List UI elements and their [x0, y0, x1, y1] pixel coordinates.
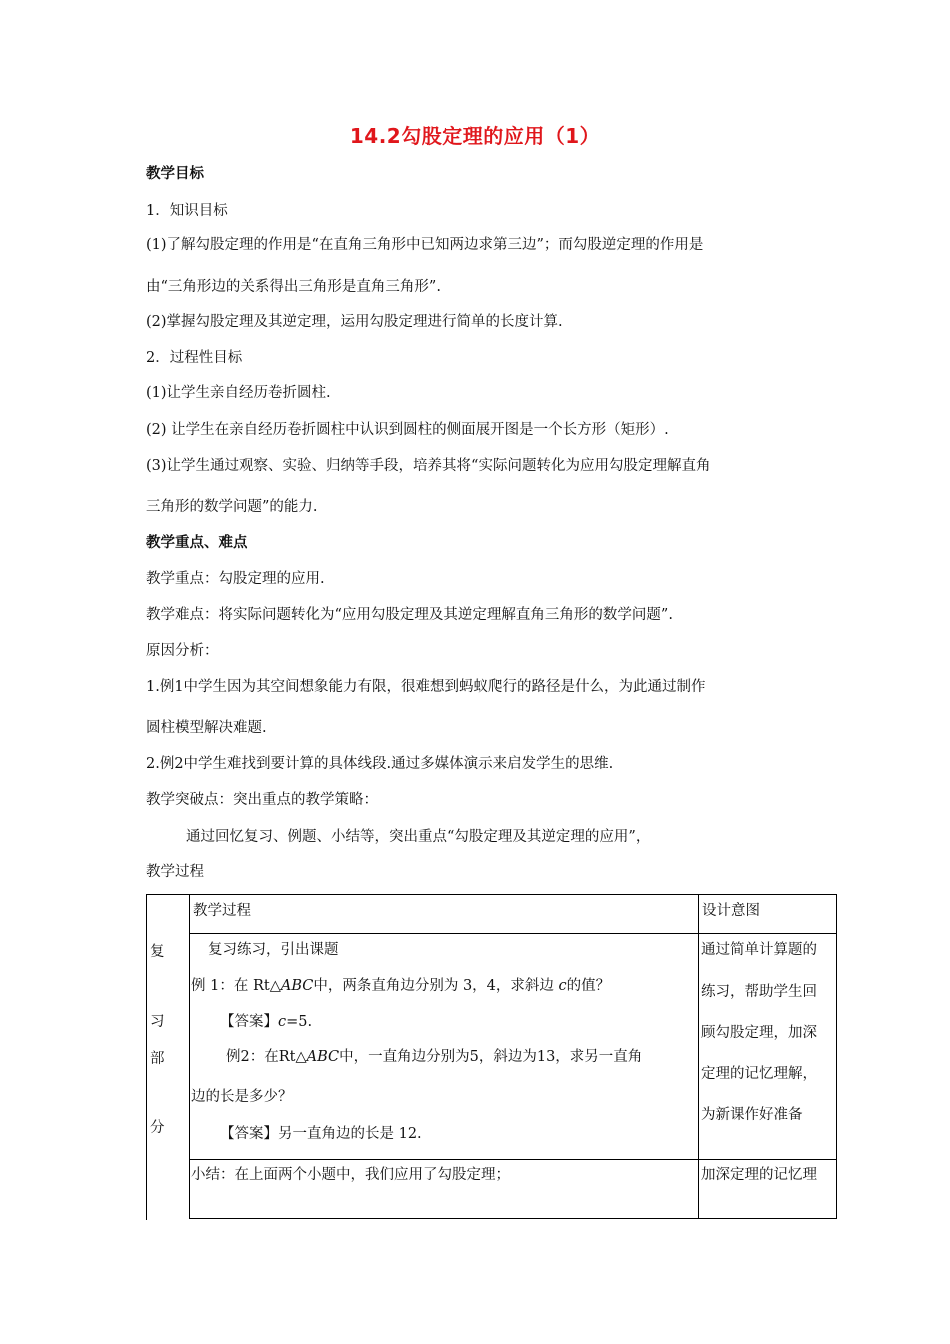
table-border	[146, 894, 147, 1220]
intent-line: 定理的记忆理解，	[701, 1066, 817, 1082]
summary: 小结：在上面两个小题中，我们应用了勾股定理；	[191, 1167, 510, 1183]
table-border	[189, 1218, 837, 1219]
header-intent: 设计意图	[702, 903, 760, 919]
knowledge-heading: 1．知识目标	[146, 203, 228, 219]
page-title: 14.2勾股定理的应用（1）	[349, 124, 601, 148]
example-2-line-1	[226, 1048, 642, 1066]
intent-line: 通过简单计算题的	[701, 942, 817, 958]
table-border	[189, 933, 837, 934]
knowledge-item-1-line-1: (1)了解勾股定理的作用是“在直角三角形中已知两边求第三边”；而勾股逆定理的作用是	[146, 237, 704, 253]
answer-2: 【答案】另一直角边的长是 12.	[220, 1126, 422, 1142]
example-2-text: 中，一直角边分别为5，斜边为13，求另一直角	[339, 1049, 643, 1065]
table-border	[189, 894, 190, 1219]
analysis-item-1-line-1: 1.例1中学生因为其空间想象能力有限，很难想到蚂蚁爬行的路径是什么，为此通过制作	[146, 679, 706, 695]
intent-line: 为新课作好准备	[701, 1107, 803, 1123]
knowledge-item-1-line-2: 由“三角形边的关系得出三角形是直角三角形”.	[146, 279, 441, 295]
analysis-item-1-line-2: 圆柱模型解决难题.	[146, 720, 267, 736]
example-1-var: ABC	[280, 978, 314, 994]
intent-line: 练习，帮助学生回	[701, 984, 817, 1000]
table-border	[836, 894, 837, 1219]
example-1-text: 的值？	[566, 978, 611, 994]
analysis-item-2: 2.例2中学生难找到要计算的具体线段.通过多媒体演示来启发学生的思维.	[146, 756, 614, 772]
example-2-line-2: 边的长是多少？	[191, 1089, 293, 1105]
example-1-text: 中，两条直角边分别为 3，4，求斜边	[313, 978, 559, 994]
answer-1-value: =5.	[286, 1014, 313, 1030]
header-process: 教学过程	[193, 903, 251, 919]
side-char: 分	[150, 1120, 165, 1136]
answer-1-var: c	[278, 1014, 287, 1030]
process-item-2: (2) 让学生在亲自经历卷折圆柱中认识到圆柱的侧面展开图是一个长方形（矩形）.	[146, 422, 669, 438]
example-2-var: ABC	[306, 1049, 340, 1065]
example-1-text: 例 1：在 Rt△	[191, 978, 281, 994]
key-points-heading: 教学重点、难点	[146, 535, 248, 551]
example-1-var: c	[558, 978, 567, 994]
objectives-heading: 教学目标	[146, 166, 204, 182]
answer-1-label: 【答案】	[220, 1014, 278, 1030]
teaching-focus: 教学重点：勾股定理的应用.	[146, 571, 325, 587]
side-char: 习	[150, 1014, 165, 1030]
breakthrough-detail: 通过回忆复习、例题、小结等，突出重点“勾股定理及其逆定理的应用”，	[186, 829, 651, 845]
table-border	[698, 894, 699, 1219]
knowledge-item-2: (2)掌握勾股定理及其逆定理，运用勾股定理进行简单的长度计算.	[146, 314, 563, 330]
side-char: 复	[150, 944, 165, 960]
teaching-difficulty: 教学难点：将实际问题转化为“应用勾股定理及其逆定理解直角三角形的数学问题”.	[146, 607, 673, 623]
example-1	[191, 977, 610, 995]
example-2-text: 例2：在Rt△	[226, 1049, 307, 1065]
reason-analysis: 原因分析：	[146, 643, 219, 659]
process-item-1: (1)让学生亲自经历卷折圆柱.	[146, 385, 331, 401]
process-item-3-line-1: (3)让学生通过观察、实验、归纳等手段，培养其将“实际问题转化为应用勾股定理解直角	[146, 458, 711, 474]
answer-1	[220, 1013, 312, 1031]
process-heading: 2．过程性目标	[146, 350, 243, 366]
teaching-process-label: 教学过程	[146, 864, 204, 880]
table-border	[189, 1159, 837, 1160]
review-intro: 复习练习，引出课题	[208, 942, 339, 958]
breakthrough: 教学突破点：突出重点的教学策略：	[146, 792, 378, 808]
table-border	[146, 894, 837, 895]
intent-line: 顾勾股定理，加深	[701, 1025, 817, 1041]
side-char: 部	[150, 1051, 165, 1067]
process-item-3-line-2: 三角形的数学问题”的能力.	[146, 499, 318, 515]
summary-intent: 加深定理的记忆理	[701, 1167, 817, 1183]
